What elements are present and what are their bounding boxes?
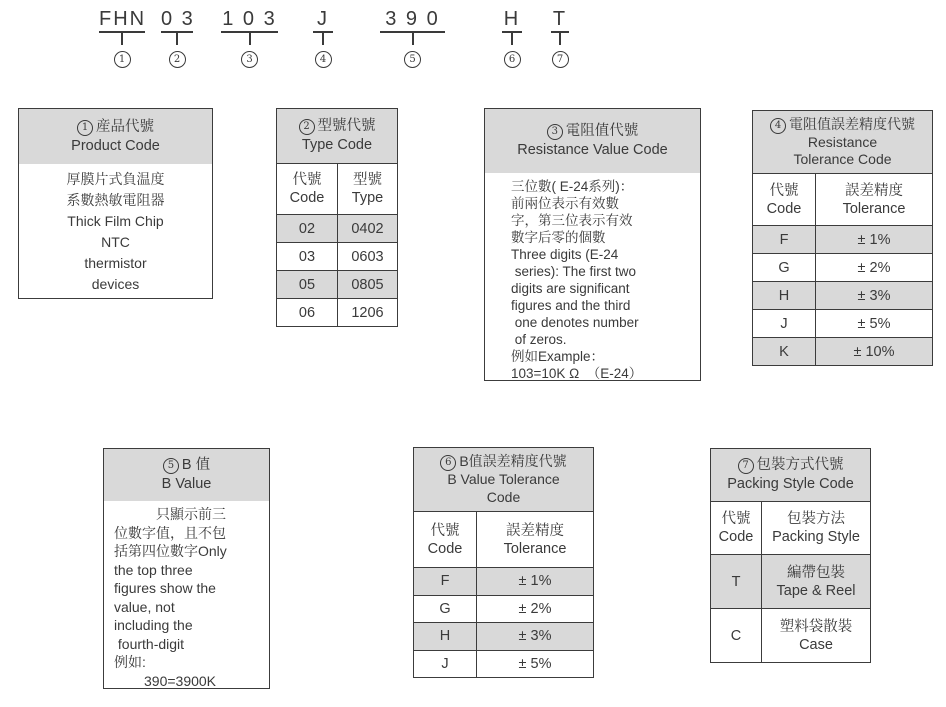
type-cell: 0805 bbox=[351, 276, 384, 293]
description-line: 括第四位數字Only bbox=[114, 543, 227, 559]
circled-number-7: 7 bbox=[738, 458, 754, 474]
product-code-table bbox=[18, 108, 213, 299]
code-column-header bbox=[277, 164, 338, 214]
col-label-en: Tolerance bbox=[503, 540, 567, 557]
table-row bbox=[277, 242, 397, 270]
circled-number-4: 4 bbox=[770, 118, 786, 134]
tolerance-cell: ± 1% bbox=[857, 231, 891, 248]
description-line: one denotes number bbox=[511, 315, 639, 330]
header-title-en: Tolerance Code bbox=[793, 151, 892, 167]
segment-tick bbox=[412, 33, 414, 45]
tolerance-cell: ± 3% bbox=[857, 287, 891, 304]
b-value-description bbox=[104, 501, 269, 690]
col-label-zh: 誤差精度 bbox=[506, 522, 564, 539]
col-label-en: Tolerance bbox=[842, 200, 906, 217]
description-line: 390=3900K bbox=[144, 672, 217, 689]
tolerance-cell: ± 5% bbox=[857, 315, 891, 332]
table-row bbox=[414, 650, 593, 678]
header-title-en: Type Code bbox=[301, 137, 373, 153]
title-zh: 産品代號 bbox=[96, 118, 154, 135]
description-line: figures show the bbox=[114, 580, 216, 596]
code-cell: F bbox=[414, 568, 477, 595]
description-line: devices bbox=[91, 276, 140, 292]
description-line: the top three bbox=[114, 561, 193, 578]
col-label-zh: 誤差精度 bbox=[845, 182, 903, 199]
code-cell: 03 bbox=[277, 243, 338, 270]
description-line: 位數字值，且不包 bbox=[114, 524, 226, 541]
circled-number-1: 1 bbox=[77, 120, 93, 136]
description-line: 字，第三位表示有效 bbox=[511, 213, 633, 228]
segment-tick bbox=[322, 33, 324, 45]
packing-style-header bbox=[711, 449, 870, 501]
description-line: 例如: bbox=[114, 654, 146, 670]
b-value-tolerance-header bbox=[414, 448, 593, 511]
circled-number-4: 4 bbox=[315, 51, 332, 68]
code-cell: 06 bbox=[277, 299, 338, 326]
b-value-header bbox=[104, 449, 269, 501]
col-label-zh: 代號 bbox=[430, 522, 460, 539]
packing-style-zh: 塑料袋散裝 bbox=[779, 618, 853, 635]
type-column-header bbox=[338, 164, 397, 214]
description-line: fourth-digit bbox=[114, 635, 185, 652]
table-row bbox=[711, 608, 870, 662]
table-row bbox=[753, 253, 932, 281]
description-line: Three digits (E-24 bbox=[511, 247, 619, 262]
col-label-zh: 代號 bbox=[292, 172, 322, 188]
resistance-value-code-table bbox=[484, 108, 701, 381]
header-title-zh bbox=[753, 116, 932, 134]
header-title-zh bbox=[485, 122, 700, 141]
b-value-table bbox=[103, 448, 270, 689]
description-line: thermistor bbox=[84, 255, 147, 271]
col-label-en: Code bbox=[718, 529, 754, 545]
col-label-en: Type bbox=[351, 190, 384, 206]
header-title-en: B Value Tolerance bbox=[447, 471, 560, 487]
part-number-segment-resistance bbox=[221, 8, 278, 68]
description-line: series): The first two bbox=[511, 264, 637, 279]
description-line: NTC bbox=[101, 234, 130, 250]
header-title-en: Packing Style Code bbox=[727, 476, 854, 492]
description-line: including the bbox=[114, 617, 193, 633]
column-header-row bbox=[414, 511, 593, 567]
packing-style-en: Case bbox=[799, 636, 833, 653]
table-row bbox=[711, 554, 870, 608]
header-title-en: Resistance bbox=[807, 133, 878, 150]
description-line: 前兩位表示有效數 bbox=[511, 196, 619, 211]
product-code-description bbox=[19, 164, 212, 298]
code-cell: F bbox=[753, 226, 816, 253]
col-label-en: Code bbox=[427, 540, 463, 557]
code-cell: G bbox=[753, 254, 816, 281]
segment-text: FHN bbox=[99, 8, 145, 33]
part-number-segment-type bbox=[161, 8, 193, 68]
table-row bbox=[414, 595, 593, 623]
col-label-en: Code bbox=[766, 200, 802, 217]
code-cell: 02 bbox=[277, 215, 338, 242]
circled-number-7: 7 bbox=[552, 51, 569, 68]
packing-style-cell bbox=[762, 609, 870, 662]
tolerance-column-header bbox=[816, 174, 932, 225]
circled-number-2: 2 bbox=[169, 51, 186, 68]
circled-number-6: 6 bbox=[440, 455, 456, 471]
table-row bbox=[277, 214, 397, 242]
code-cell: H bbox=[414, 623, 477, 650]
tolerance-cell: ± 5% bbox=[518, 655, 552, 672]
title-zh: 包裝方式代號 bbox=[756, 457, 844, 473]
col-label-zh: 代號 bbox=[769, 182, 799, 199]
packing-style-cell bbox=[762, 555, 870, 608]
tolerance-cell: ± 3% bbox=[518, 628, 552, 645]
table-row bbox=[414, 622, 593, 650]
tolerance-cell: ± 10% bbox=[853, 343, 895, 360]
col-label-zh: 型號 bbox=[353, 172, 382, 188]
code-cell: 05 bbox=[277, 271, 338, 298]
title-zh: B值誤差精度代號 bbox=[459, 453, 567, 469]
part-number-segment-packing bbox=[551, 8, 569, 68]
column-header-row bbox=[753, 173, 932, 225]
column-header-row bbox=[711, 501, 870, 554]
segment-text: T bbox=[551, 8, 569, 33]
description-line: 三位數( E-24系列)： bbox=[511, 179, 634, 194]
b-value-tolerance-table bbox=[413, 447, 594, 678]
segment-tick bbox=[249, 33, 251, 45]
segment-text: 0 3 bbox=[161, 8, 193, 33]
resistance-value-description bbox=[485, 173, 700, 382]
header-title-en: Product Code bbox=[71, 137, 160, 154]
circled-number-1: 1 bbox=[114, 51, 131, 68]
description-line: 數字后零的個數 bbox=[511, 230, 606, 245]
col-label-zh: 代號 bbox=[721, 511, 751, 527]
description-line: digits are significant bbox=[511, 281, 630, 296]
part-number-segment-product bbox=[99, 8, 145, 68]
part-number-segment-bvalue bbox=[380, 8, 445, 68]
header-title-zh bbox=[19, 118, 212, 137]
header-title-en: B Value bbox=[161, 476, 212, 492]
code-cell: J bbox=[753, 310, 816, 337]
tolerance-cell: ± 2% bbox=[518, 600, 552, 617]
product-code-header bbox=[19, 109, 212, 164]
column-header-row bbox=[277, 163, 397, 214]
resistance-value-header bbox=[485, 109, 700, 173]
code-cell: C bbox=[711, 609, 762, 662]
description-line: of zeros. bbox=[511, 332, 567, 347]
packing-style-en: Tape & Reel bbox=[776, 582, 856, 599]
segment-tick bbox=[559, 33, 561, 45]
table-row bbox=[753, 309, 932, 337]
title-zh: 電阻值代號 bbox=[565, 123, 639, 139]
segment-text: 1 0 3 bbox=[221, 8, 278, 33]
type-cell: 0603 bbox=[351, 248, 384, 265]
packing-style-table bbox=[710, 448, 871, 663]
table-row bbox=[753, 281, 932, 309]
table-row bbox=[753, 337, 932, 365]
resistance-tolerance-table bbox=[752, 110, 933, 366]
description-line: Thick Film Chip bbox=[67, 213, 164, 229]
header-title-en: Code bbox=[486, 488, 521, 505]
header-title-zh bbox=[711, 456, 870, 475]
resistance-tolerance-header bbox=[753, 111, 932, 173]
code-cell: H bbox=[753, 282, 816, 309]
segment-tick bbox=[511, 33, 513, 45]
code-column-header bbox=[753, 174, 816, 225]
tolerance-column-header bbox=[477, 512, 593, 567]
description-line: 系數熱敏電阻器 bbox=[66, 192, 165, 208]
tolerance-cell: ± 1% bbox=[518, 573, 552, 590]
code-cell: K bbox=[753, 338, 816, 365]
description-line: 例如Example： bbox=[511, 349, 605, 364]
header-title-en: Resistance Value Code bbox=[517, 142, 668, 158]
circled-number-5: 5 bbox=[163, 458, 179, 474]
table-row bbox=[277, 298, 397, 326]
description-line: 103=10K Ω （E-24） bbox=[511, 366, 643, 381]
part-number-segment-tolerance bbox=[313, 8, 333, 68]
segment-tick bbox=[176, 33, 178, 45]
table-row bbox=[277, 270, 397, 298]
segment-text: H bbox=[502, 8, 522, 33]
description-line: 厚膜片式負温度 bbox=[66, 171, 165, 187]
type-cell: 1206 bbox=[351, 304, 384, 321]
type-cell: 0402 bbox=[351, 220, 384, 237]
part-number-segment-btolerance bbox=[502, 8, 522, 68]
code-cell: T bbox=[711, 555, 762, 608]
col-label-en: Code bbox=[289, 190, 325, 206]
segment-text: J bbox=[313, 8, 333, 33]
packing-style-zh: 編帶包裝 bbox=[787, 564, 845, 581]
circled-number-5: 5 bbox=[404, 51, 421, 68]
circled-number-2: 2 bbox=[299, 119, 315, 135]
tolerance-cell: ± 2% bbox=[857, 259, 891, 276]
header-title-zh bbox=[277, 117, 397, 136]
segment-text: 3 9 0 bbox=[380, 8, 445, 33]
code-cell: G bbox=[414, 596, 477, 623]
table-row bbox=[414, 567, 593, 595]
col-label-en: Packing Style bbox=[772, 529, 860, 545]
col-label-zh: 包裝方法 bbox=[787, 511, 845, 527]
type-code-header bbox=[277, 109, 397, 163]
type-code-table bbox=[276, 108, 398, 327]
code-column-header bbox=[711, 502, 762, 554]
description-line: value, not bbox=[114, 598, 175, 615]
circled-number-3: 3 bbox=[547, 124, 563, 140]
circled-number-3: 3 bbox=[241, 51, 258, 68]
title-zh: B 值 bbox=[181, 457, 211, 473]
packing-style-column-header bbox=[762, 502, 870, 554]
code-cell: J bbox=[414, 651, 477, 678]
description-line: figures and the third bbox=[511, 298, 631, 313]
table-row bbox=[753, 225, 932, 253]
segment-tick bbox=[121, 33, 123, 45]
header-title-zh bbox=[104, 456, 269, 475]
circled-number-6: 6 bbox=[504, 51, 521, 68]
title-zh: 電阻值誤差精度代號 bbox=[789, 115, 915, 132]
description-line: 只顯示前三 bbox=[156, 506, 226, 522]
code-column-header bbox=[414, 512, 477, 567]
title-zh: 型號代號 bbox=[317, 118, 376, 134]
header-title-zh bbox=[414, 453, 593, 471]
